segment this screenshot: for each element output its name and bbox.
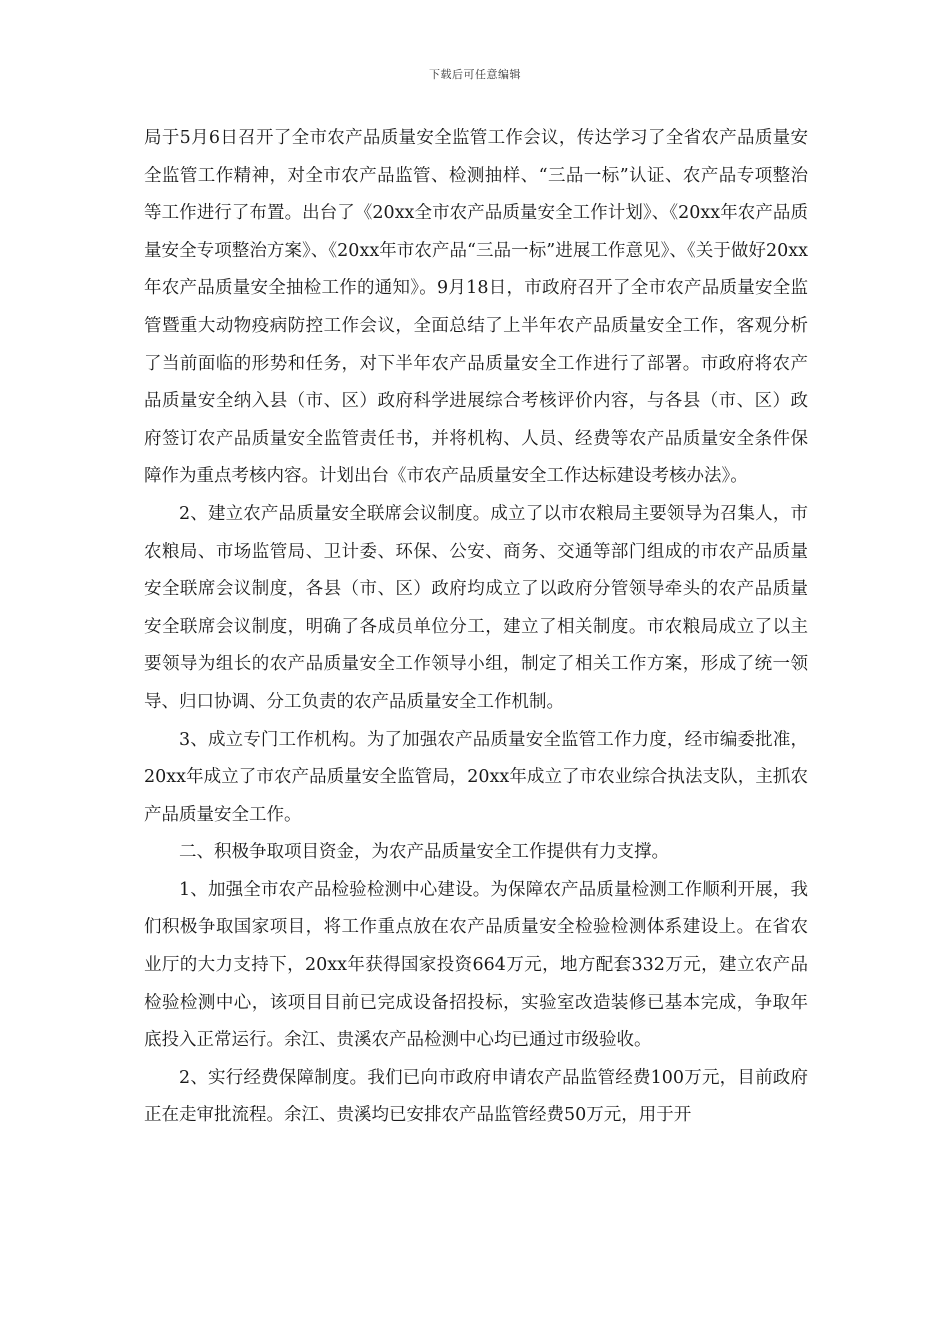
paragraph: 2、建立农产品质量安全联席会议制度。成立了以市农粮局主要领导为召集人，市农粮局、市场监管局、卫计委、环保、公安、商务、交通等部门组成的市农产品质量安全联席会议制度，各县（市、区）政府均成立了以政府分管领导牵头的农产品质量安全联席会议制度，明确了各成员单位分工，建立了相关制度。市农粮局成立了以主要领导为组长的农产品质量安全工作领导小组，制定了相关工作方案，形成了统一领导、归口协调、分工负责的农产品质量安全工作机制。 — [144, 503, 808, 712]
paragraph: 3、成立专门工作机构。为了加强农产品质量安全监管工作力度，经市编委批准，20xx年成立了市农产品质量安全监管局，20xx年成立了市农业综合执法支队，主抓农产品质量安全工作。 — [144, 729, 808, 825]
page-header: 下载后可任意编辑 — [429, 68, 521, 81]
paragraph: 二、积极争取项目资金，为农产品质量安全工作提供有力支撑。 — [179, 842, 669, 863]
paragraph: 2、实行经费保障制度。我们已向市政府申请农产品监管经费100万元，目前政府正在走审批流程。余江、贵溪均已安排农产品监管经费50万元，用于开 — [144, 1067, 808, 1126]
document-body — [144, 120, 808, 1135]
paragraph: 1、加强全市农产品检验检测中心建设。为保障农产品质量检测工作顺利开展，我们积极争取国家项目，将工作重点放在农产品质量安全检验检测体系建设上。在省农业厅的大力支持下，20xx年获得国家投资664万元，地方配套332万元，建立农产品检验检测中心，该项目目前已完成设备招投标，实验室改造装修已基本完成，争取年底投入正常运行。余江、贵溪农产品检测中心均已通过市级验收。 — [144, 879, 808, 1051]
paragraph: 局于5月6日召开了全市农产品质量安全监管工作会议，传达学习了全省农产品质量安全监管工作精神，对全市农产品监管、检测抽样、“三品一标”认证、农产品专项整治等工作进行了布置。出台了《20xx全市农产品质量安全工作计划》、《20xx年农产品质量安全专项整治方案》、《20xx年市农产品“三品一标”进展工作意见》、《关于做好20xx年农产品质量安全抽检工作的通知》。9月18日，市政府召开了全市农产品质量安全监管暨重大动物疫病防控工作会议，全面总结了上半年农产品质量安全工作，客观分析了当前面临的形势和任务，对下半年农产品质量安全工作进行了部署。市政府将农产品质量安全纳入县（市、区）政府科学进展综合考核评价内容，与各县（市、区）政府签订农产品质量安全监管责任书，并将机构、人员、经费等农产品质量安全条件保障作为重点考核内容。计划出台《市农产品质量安全工作达标建设考核办法》。 — [144, 128, 808, 487]
